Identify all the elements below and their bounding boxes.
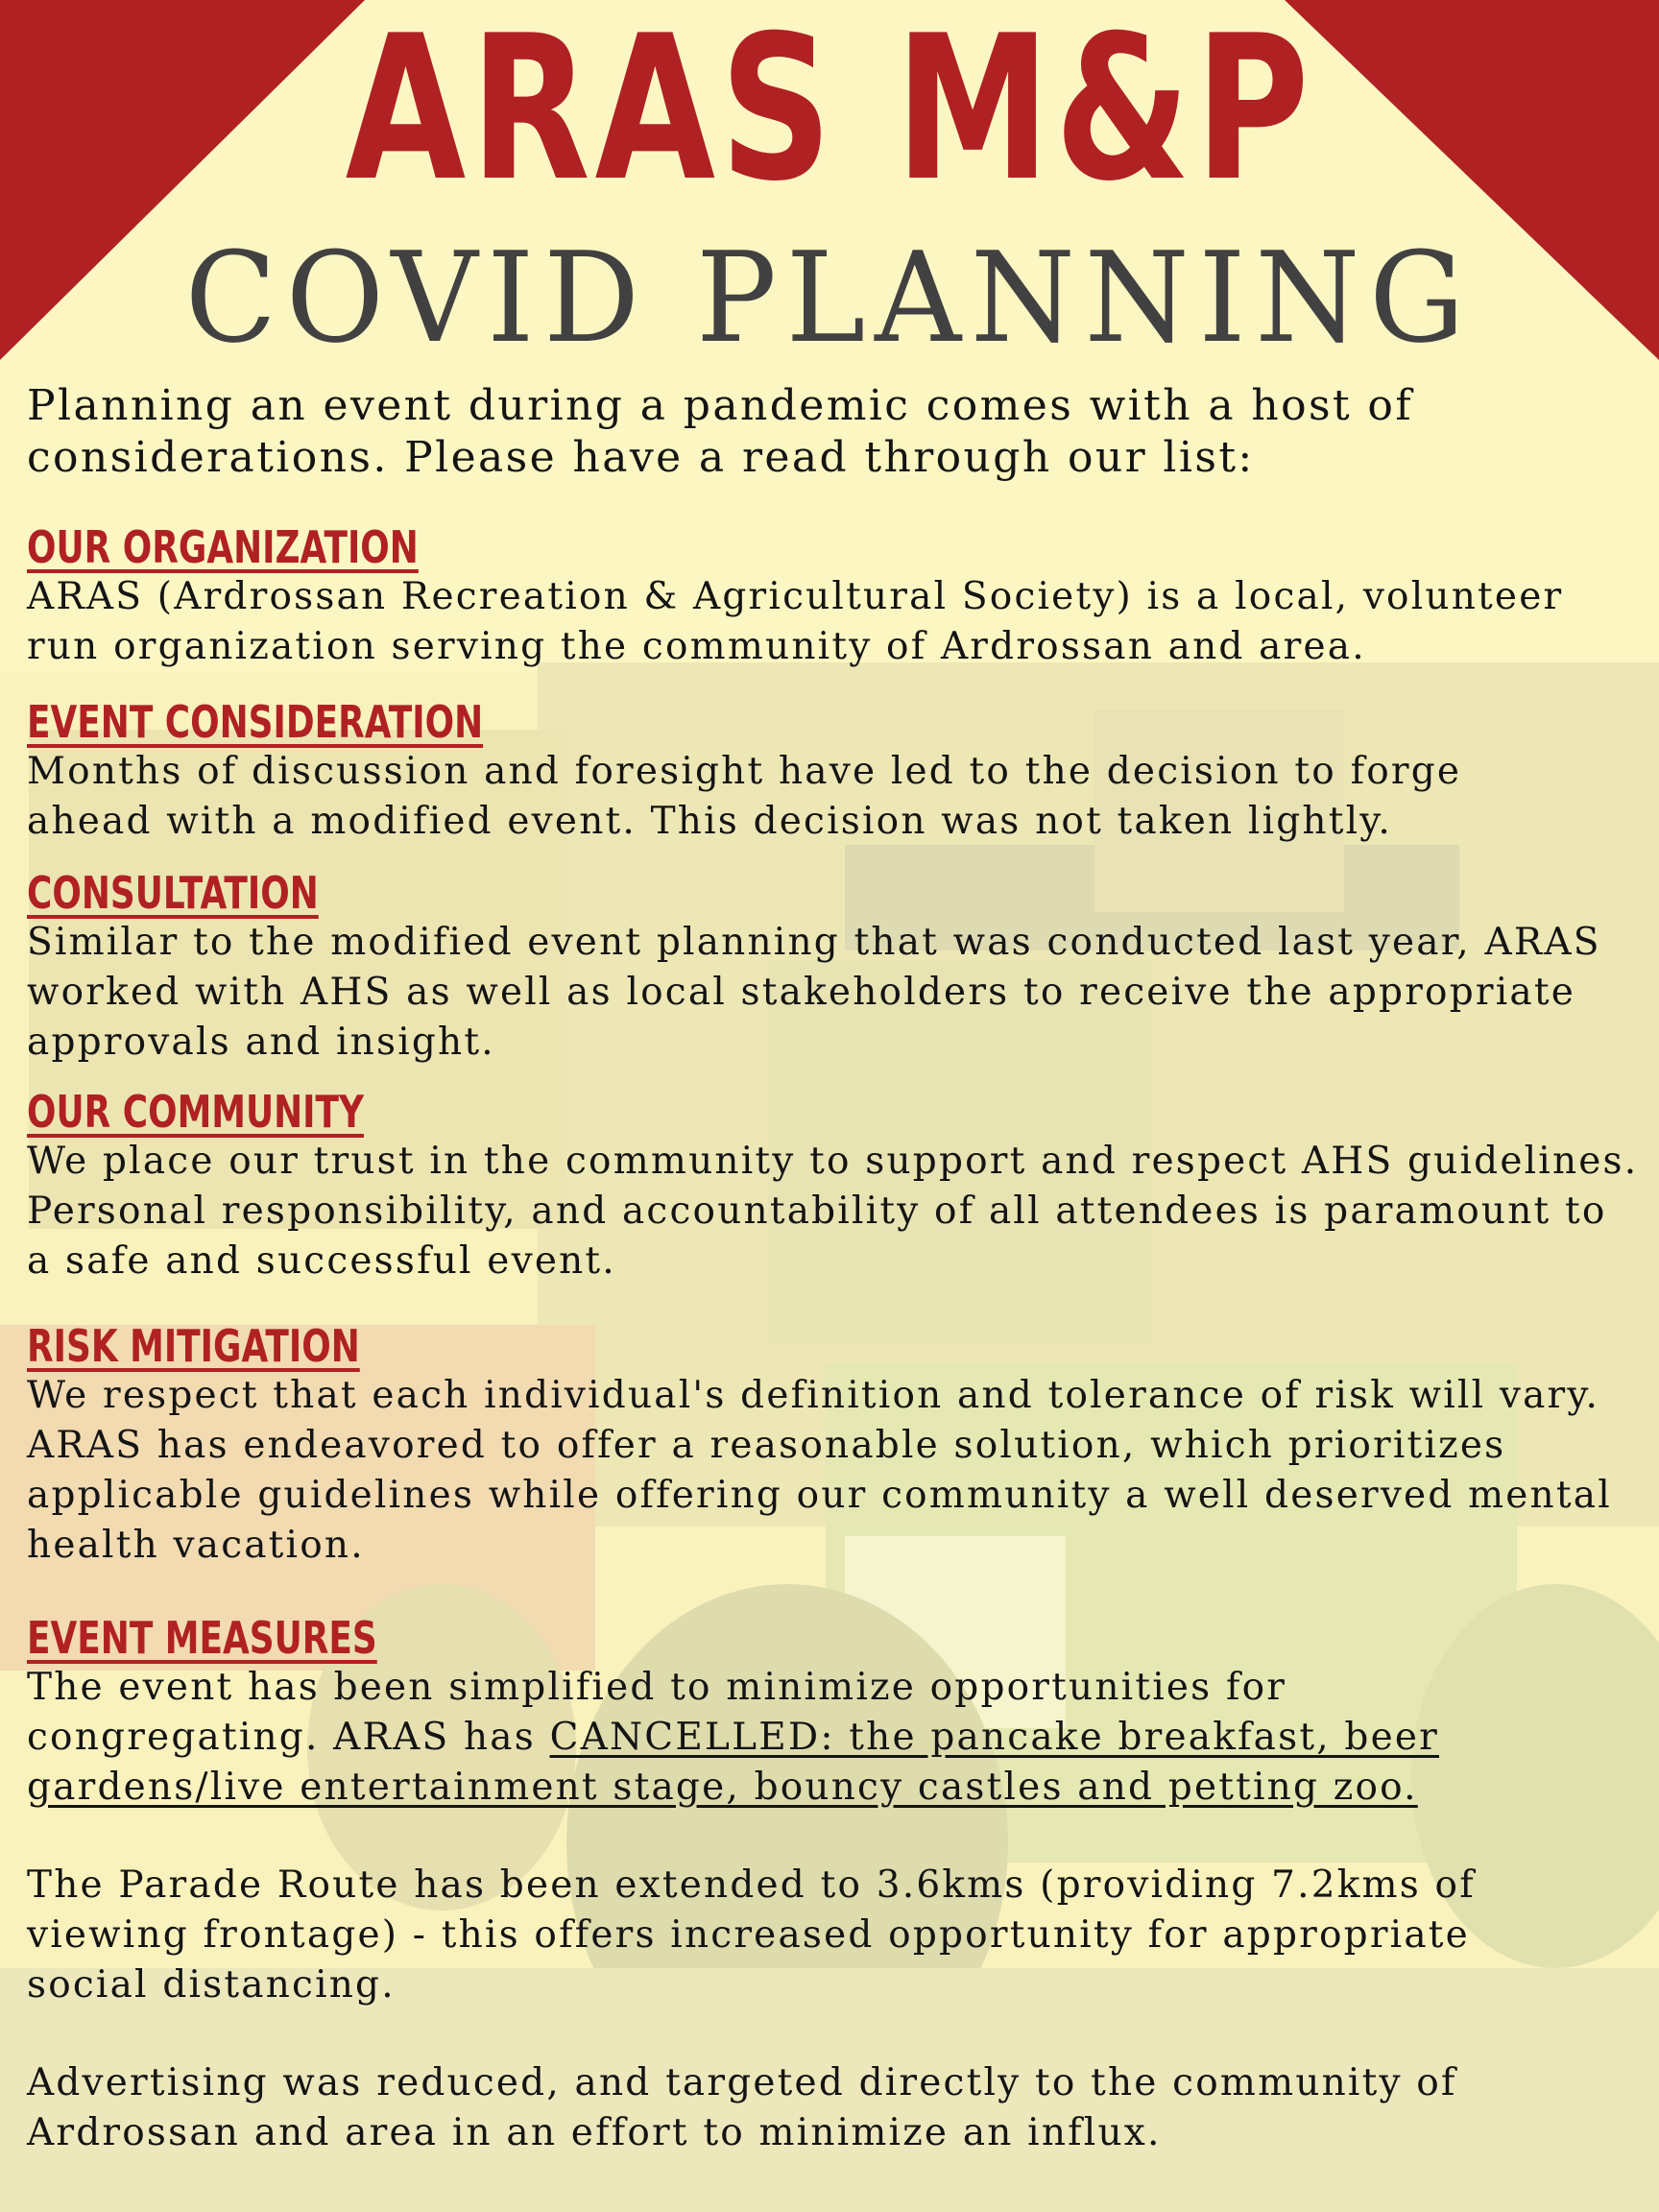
section-heading: EVENT CONSIDERATION [27,696,484,748]
measures-text: The event has been simplified to minimize opportunities for congregating. ARAS has [27,1666,1287,1759]
section-text: ARAS (Ardrossan Recreation & Agricultural Society) is a local, volunteer run organization serving the community of Ardrossan and area. [27,575,1564,668]
section-heading: CONSULTATION [27,867,319,919]
section-our-community [27,1087,1640,1286]
advertising-text: Advertising was reduced, and targeted directly to the community of Ardrossan and area in an effort to minimize an influx. [27,2061,1457,2154]
cancelled-list: CANCELLED: the pancake breakfast, beer gardens/live entertainment stage, bouncy castles and petting zoo. [27,1716,1439,1809]
section-text: Months of discussion and foresight have led to the decision to forge ahead with a modified event. This decision was not taken lightly. [27,750,1462,843]
intro-text: Planning an event during a pandemic comes with a host of considerations. Please have a read through our list: [27,381,1414,482]
section-text: We respect that each individual's definition and tolerance of risk will vary. ARAS has endeavored to offer a reasonable solution, which prioritizes applicable guidelines while offering our community a well deserved mental health vacation. [27,1374,1612,1567]
section-heading: OUR COMMUNITY [27,1086,364,1138]
section-text: We place our trust in the community to support and respect AHS guidelines. Personal responsibility, and accountability of all attendees is paramount to a safe and successful event. [27,1140,1639,1283]
section-heading: EVENT MEASURES [27,1612,377,1664]
parade-route-text: The Parade Route has been extended to 3.6kms (providing 7.2kms of viewing frontage) - this offers increased opportunity for appropriate social distancing. [27,1863,1476,2007]
page-title: ARAS M&P [345,0,1314,226]
section-text [27,1663,1563,1813]
section-consultation [27,868,1611,1068]
section-heading: OUR ORGANIZATION [27,521,419,573]
section-event-consideration [27,697,1563,847]
section-text: Similar to the modified event planning that was conducted last year, ARAS worked with AHS as well as local stakeholders to receive the appropriate approvals and insight. [27,921,1601,1064]
section-event-measures [27,1613,1601,2158]
page-subtitle: COVID PLANNING [184,225,1475,371]
section-organization [27,522,1640,672]
section-risk-mitigation [27,1321,1640,1571]
section-heading: RISK MITIGATION [27,1320,360,1372]
